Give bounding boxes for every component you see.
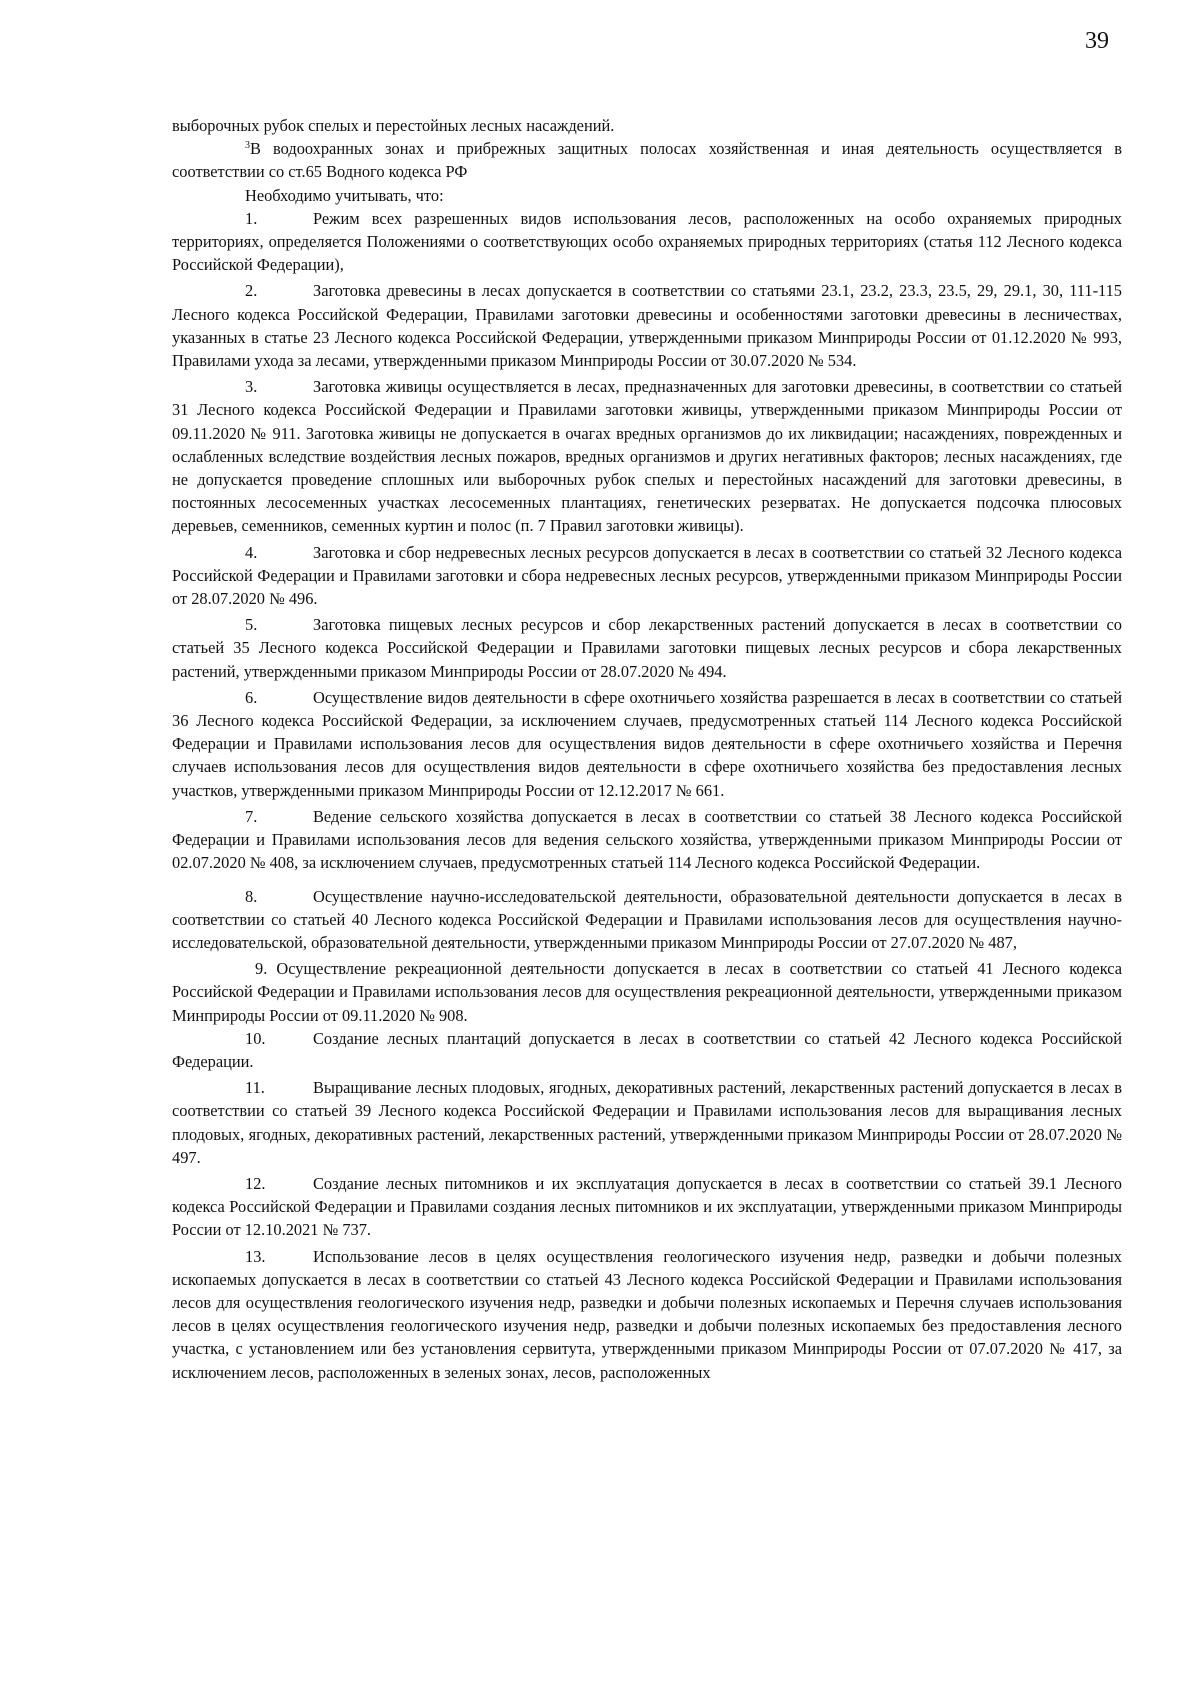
water-zone-text: В водоохранных зонах и прибрежных защитных полосах хозяйственная и иная деятельность осуществляется в соответствии со ст.65 Водного кодекса РФ (172, 139, 1122, 182)
item-text: Заготовка и сбор недревесных лесных ресурсов допускается в лесах в соответствии со статьей 32 Лесного кодекса Российской Федерации и Правилами заготовки и сбора недревесных лесных ресурсов, утвержденными приказом Минприроды России от 28.07.2020 № 496. (172, 542, 1122, 609)
list-item-7 (172, 805, 1122, 875)
item-text: Создание лесных плантаций допускается в лесах в соответствии со статьей 42 Лесного кодекса Российской Федерации. (172, 1028, 1122, 1071)
list-item-3 (172, 375, 1122, 537)
list-item-6 (172, 686, 1122, 802)
water-zone-paragraph (172, 137, 1122, 183)
item-text: Осуществление рекреационной деятельности допускается в лесах в соответствии со статьей 41 Лесного кодекса Российской Федерации и Правилами использования лесов для осуществления рекреационной деятельности, утвержденными приказом Минприроды России от 09.11.2020 № 908. (172, 959, 1122, 1025)
item-number: 3. (245, 377, 258, 397)
item-number: 2. (245, 281, 258, 301)
item-number: 12. (245, 1173, 266, 1193)
list-item-10 (172, 1027, 1122, 1073)
list-item-13 (172, 1245, 1122, 1384)
item-number: 10. (245, 1028, 266, 1048)
item-text: Использование лесов в целях осуществления геологического изучения недр, разведки и добычи полезных ископаемых допускается в лесах в соответствии со статьей 43 Лесного кодекса Российской Федерации и Правилами использования лесов для осуществления геологического изучения недр, разведки и добычи полезных ископаемых и Перечня случаев использования лесов в целях осуществления геологического изучения недр, разведки и добычи полезных ископаемых без предоставления лесного участка, с установлением или без установления сервитута, утвержденными приказом Минприроды России от 07.07.2020 № 417, за исключением лесов, расположенных в зеленых зонах, лесов, расположенных (172, 1246, 1122, 1382)
item-number: 5. (245, 615, 258, 635)
footnote-mark: 3 (245, 140, 250, 152)
item-number: 1. (245, 208, 258, 228)
item-text: Осуществление научно-исследовательской деятельности, образовательной деятельности допускается в лесах в соответствии со статьей 40 Лесного кодекса Российской Федерации и Правилами использования лесов для осуществления научно-исследовательской, образовательной деятельности, утвержденными приказом Минприроды России от 27.07.2020 № 487, (172, 886, 1122, 952)
list-item-2 (172, 279, 1122, 372)
item-number: 9. (255, 959, 268, 979)
item-text: Ведение сельского хозяйства допускается в лесах в соответствии со статьей 38 Лесного кодекса Российской Федерации и Правилами использования лесов для ведения сельского хозяйства, утвержденными приказом Минприроды России от 02.07.2020 № 408, за исключением случаев, предусмотренных статьей 114 Лесного кодекса Российской Федерации. (172, 806, 1122, 873)
item-number: 13. (245, 1246, 266, 1266)
list-item-12 (172, 1172, 1122, 1242)
item-number: 4. (245, 542, 258, 562)
item-number: 7. (245, 806, 258, 826)
item-text: Заготовка пищевых лесных ресурсов и сбор лекарственных растений допускается в лесах в соответствии со статьей 35 Лесного кодекса Российской Федерации и Правилами заготовки пищевых лесных ресурсов и сбора лекарственных растений, утвержденными приказом Минприроды России от 28.07.2020 № 494. (172, 615, 1122, 681)
document-body (172, 114, 1122, 1384)
list-item-5 (172, 613, 1122, 683)
item-number: 6. (245, 687, 258, 707)
list-item-8 (172, 885, 1122, 955)
list-item-1 (172, 207, 1122, 277)
item-text: Режим всех разрешенных видов использования лесов, расположенных на особо охраняемых природных территориях, определяется Положениями о соответствующих особо охраняемых природных территориях (статья 112 Лесного кодекса Российской Федерации), (172, 208, 1122, 275)
page-number: 39 (1085, 28, 1109, 54)
list-item-11 (172, 1076, 1122, 1169)
item-text: Выращивание лесных плодовых, ягодных, декоративных растений, лекарственных растений допускается в лесах в соответствии со статьей 39 Лесного кодекса Российской Федерации и Правилами использования лесов для выращивания лесных плодовых, ягодных, декоративных растений, лекарственных растений, утвержденными приказом Минприроды России от 28.07.2020 № 497. (172, 1078, 1122, 1167)
intro-line: выборочных рубок спелых и перестойных лесных насаждений. (172, 116, 615, 135)
item-number: 11. (245, 1078, 265, 1098)
note-intro: Необходимо учитывать, что: (245, 185, 444, 205)
item-text: Заготовка живицы осуществляется в лесах, предназначенных для заготовки древесины, в соответствии со статьей 31 Лесного кодекса Российской Федерации и Правилами заготовки живицы, утвержденными приказом Минприроды России от 09.11.2020 № 911. Заготовка живицы не допускается в очагах вредных организмов до их ликвидации; насаждениях, поврежденных и ослабленных вследствие воздействия лесных пожаров, вредных организмов и других негативных факторов; лесных насаждениях, где не допускается проведение сплошных или выборочных рубок спелых и перестойных насаждений для заготовки древесины, в постоянных лесосеменных участках лесосеменных плантациях, генетических резерватах. Не допускается подсочка плюсовых деревьев, семенников, семенных куртин и полос (п. 7 Правил заготовки живицы). (172, 377, 1122, 536)
item-number: 8. (245, 886, 258, 906)
item-text: Заготовка древесины в лесах допускается в соответствии со статьями 23.1, 23.2, 23.3, 23.5, 29, 29.1, 30, 111-115 Лесного кодекса Российской Федерации, Правилами заготовки древесины и особенностями заготовки древесины в лесничествах, указанных в статье 23 Лесного кодекса Российской Федерации, утвержденными приказом Минприроды России от 01.12.2020 № 993, Правилами ухода за лесами, утвержденными приказом Минприроды России от 30.07.2020 № 534. (172, 281, 1122, 371)
list-item-9 (172, 957, 1122, 1027)
item-text: Осуществление видов деятельности в сфере охотничьего хозяйства разрешается в лесах в соответствии со статьей 36 Лесного кодекса Российской Федерации, за исключением случаев, предусмотренных статьей 114 Лесного кодекса Российской Федерации и Правилами использования лесов для осуществления видов деятельности в сфере охотничьего хозяйства и Перечня случаев использования лесов для осуществления видов деятельности в сфере охотничьего хозяйства без предоставления лесных участков, утвержденными приказом Минприроды России от 12.12.2017 № 661. (172, 687, 1122, 800)
item-text: Создание лесных питомников и их эксплуатация допускается в лесах в соответствии со статьей 39.1 Лесного кодекса Российской Федерации и Правилами создания лесных питомников и их эксплуатации, утвержденными приказом Минприроды России от 12.10.2021 № 737. (172, 1173, 1122, 1240)
list-item-4 (172, 541, 1122, 611)
